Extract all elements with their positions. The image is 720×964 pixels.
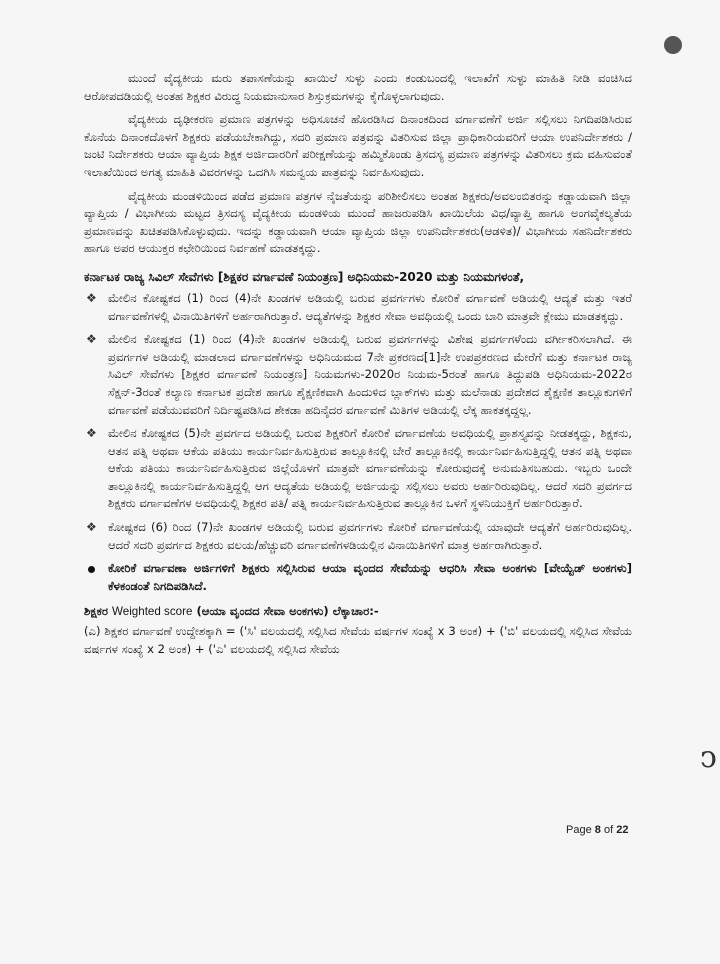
weighted-score-suffix: (ಆಯಾ ವೃಂದದ ಸೇವಾ ಅಂಕಗಳು) ಲೆಕ್ಕಾಚಾರ:- — [196, 604, 379, 619]
list-item — [84, 290, 632, 325]
total-pages: 22 — [616, 824, 629, 836]
diamond-bullet-icon: ❖ — [86, 332, 97, 347]
section-heading: ಕರ್ನಾಟಕ ರಾಜ್ಯ ಸಿವಿಲ್ ಸೇವೆಗಳು [ಶಿಕ್ಷಕರ ವರ್ಗಾವಣೆ ನಿಯಂತ್ರಣ] ಅಧಿನಿಯಮ-2020 ಮತ್ತು ನಿಯಮಗಳಂತೆ, — [84, 269, 525, 284]
list-item-text: ಮೇಲಿನ ಕೋಷ್ಟಕದ (1) ರಿಂದ (4)ನೇ ಖಂಡಗಳ ಅಡಿಯಲ್ಲಿ ಬರುವ ಪ್ರವರ್ಗಗಳು ಕೋರಿಕೆ ವರ್ಗಾವಣೆ ಅಡಿಯಲ್ಲಿ ಆದ್ಯತೆ ಮತ್ತು ಇತರೆ ವರ್ಗಾವಣೆಗಳಲ್ಲಿ ವಿನಾಯಿತಿಗಳಿಗೆ ಅರ್ಹರಾಗಿರುತ್ತಾರೆ. ಆದ್ಯತೆಗಳನ್ನು ಶಿಕ್ಷಕರ ಸೇವಾ ಅವಧಿಯಲ್ಲಿ ಒಂದು ಬಾರಿ ಮಾತ್ರವೇ ಕ್ಲೇಮು ಮಾಡತಕ್ಕದ್ದು. — [108, 290, 632, 323]
diamond-bullet-icon: ❖ — [86, 426, 97, 441]
list-item-text: ಕೋಷ್ಟಕದ (6) ರಿಂದ (7)ನೇ ಖಂಡಗಳ ಅಡಿಯಲ್ಲಿ ಬರುವ ಪ್ರವರ್ಗಗಳು ಕೋರಿಕೆ ವರ್ಗಾವಣೆಯಲ್ಲಿ ಯಾವುದೇ ಆದ್ಯತೆಗೆ ಅರ್ಹರಿರುವುದಿಲ್ಲ. ಆದರೆ ಸದರಿ ಪ್ರವರ್ಗದ ಶಿಕ್ಷಕರು ವಲಯ/ಹೆಚ್ಚುವರಿ ವರ್ಗಾವಣೆಗಳಡಿಯಲ್ಲಿನ ವಿನಾಯಿತಿಗಳಿಗೆ ಮಾತ್ರ ಅರ್ಹರಾಗಿರುತ್ತಾರೆ. — [108, 520, 632, 552]
of-label: of — [603, 824, 614, 836]
weighted-score-formula: (ಎ) ಶಿಕ್ಷಕರ ವರ್ಗಾವಣೆ ಉದ್ದೇಶಕ್ಕಾಗಿ = ('ಸಿ' ವಲಯದಲ್ಲಿ ಸಲ್ಲಿಸಿದ ಸೇವೆಯ ವರ್ಷಗಳ ಸಂಖ್ಯೆ x 3 ಅಂಕ) + ('ಬಿ' ವಲಯದಲ್ಲಿ ಸಲ್ಲಿಸಿದ ಸೇವೆಯ ವರ್ಷಗಳ ಸಂಖ್ಯೆ x 2 ಅಂಕ) + ('ಎ' ವಲಯದಲ್ಲಿ ಸಲ್ಲಿಸಿದ ಸೇವೆಯ — [84, 624, 632, 656]
round-bullet-icon — [88, 566, 95, 573]
list-item — [84, 560, 632, 595]
list-item — [84, 331, 632, 419]
weighted-marks-list — [84, 560, 632, 595]
diamond-bullet-icon: ❖ — [86, 520, 97, 535]
paragraph-medical-recheck: ಮುಂದೆ ವೈದ್ಯಕೀಯ ಮರು ತಪಾಸಣೆಯನ್ನು ಖಾಯಿಲೆ ಸುಳ್ಳು ಎಂದು ಕಂಡುಬಂದಲ್ಲಿ ಇಲಾಖೆಗೆ ಸುಳ್ಳು ಮಾಹಿತಿ ನೀಡಿ ವಂಚಿಸಿದ ಆರೋಪದಡಿಯಲ್ಲಿ ಅಂತಹ ಶಿಕ್ಷಕರ ವಿರುದ್ಧ ನಿಯಮಾನುಸಾರ ಶಿಸ್ತುಕ್ರಮಗಳನ್ನು ಕೈಗೊಳ್ಳಲಾಗುವುದು. — [84, 71, 632, 103]
paragraph-medical-board: ವೈದ್ಯಕೀಯ ಮಂಡಳಿಯಿಂದ ಪಡೆದ ಪ್ರಮಾಣ ಪತ್ರಗಳ ನೈಜತೆಯನ್ನು ಪರಿಶೀಲಿಸಲು ಅಂತಹ ಶಿಕ್ಷಕರು/ಅವಲಂಬಿತರನ್ನು ಕಡ್ಡಾಯವಾಗಿ ಜಿಲ್ಲಾ ವ್ಯಾಪ್ತಿಯ / ವಿಭಾಗೀಯ ಮಟ್ಟದ ತ್ರಿಸದಸ್ಯ ವೈದ್ಯಕೀಯ ಮಂಡಳಿಯ ಮುಂದೆ ಹಾಜರುಪಡಿಸಿ ಖಾಯಿಲೆಯ ವಿಧ/ವ್ಯಾಪ್ತಿ ಹಾಗೂ ಅಂಗವೈಕಲ್ಯತೆಯ ಪ್ರಮಾಣವನ್ನು ಖಚಿತಪಡಿಸಿಕೊಳ್ಳುವುದು. ಇದನ್ನು ಕಡ್ಡಾಯವಾಗಿ ಆಯಾ ವ್ಯಾಪ್ತಿಯ ಜಿಲ್ಲಾ ಉಪನಿರ್ದೇಶಕರು(ಆಡಳಿತ)/ ವಿಭಾಗೀಯ ಸಹನಿರ್ದೇಶಕರು ಹಾಗೂ ಅಪರ ಆಯುಕ್ತರ ಕಛೇರಿಯಿಂದ ನಿರ್ವಹಣೆ ಮಾಡತಕ್ಕದ್ದು. — [84, 188, 632, 256]
rules-list — [84, 290, 632, 554]
list-item — [84, 519, 632, 554]
weighted-score-heading — [84, 603, 632, 621]
diamond-bullet-icon: ❖ — [86, 290, 97, 305]
page-body — [84, 70, 632, 658]
list-item — [84, 425, 632, 513]
margin-pen-mark: ↄ — [700, 740, 717, 775]
list-item-text: ಮೇಲಿನ ಕೋಷ್ಟಕದ (1) ರಿಂದ (4)ನೇ ಖಂಡಗಳ ಅಡಿಯಲ್ಲಿ ಬರುವ ಪ್ರವರ್ಗಗಳನ್ನು ವಿಶೇಷ ಪ್ರವರ್ಗಗಳೆಂದು ವರ್ಗೀಕರಿಸಲಾಗಿದೆ. ಈ ಪ್ರವರ್ಗಗಳ ಅಡಿಯಲ್ಲಿ ಮಾಡಲಾದ ವರ್ಗಾವಣೆಗಳನ್ನು ಅಧಿನಿಯಮದ 7ನೇ ಪ್ರಕರಣದ[1]ನೇ ಉಪಪ್ರಕರಣದ ಮೇರೆಗೆ ಮತ್ತು ಕರ್ನಾಟಕ ರಾಜ್ಯ ಸಿವಿಲ್ ಸೇವೆಗಳು [ಶಿಕ್ಷಕರ ವರ್ಗಾವಣೆ ನಿಯಂತ್ರಣ] ನಿಯಮಗಳು-2020ರ ನಿಯಮ-5ರಂತೆ ಹಾಗೂ ತಿದ್ದುಪಡಿ ಅಧಿನಿಯಮ-2022ರ ಸೆಕ್ಷನ್-3ರಂತೆ ಕಲ್ಯಾಣ ಕರ್ನಾಟಕ ಪ್ರದೇಶ ಹಾಗೂ ಶೈಕ್ಷಣಿಕವಾಗಿ ಹಿಂದುಳಿದ ಬ್ಲಾಕ್‌ಗಳು ಮತ್ತು ಮಲೆನಾಡು ಪ್ರದೇಶದ ಶೈಕ್ಷಣಿಕ ತಾಲ್ಲೂಕುಗಳಿಗೆ ವರ್ಗಾವಣೆ ಪಡೆಯುವವರಿಗೆ ನಿರ್ದಿಷ್ಟಪಡಿಸಿದ ಶೇಕಡಾ ಹದಿನೈದರ ವರ್ಗಾವಣೆ ಮಿತಿಗಳ ಅಡಿಯಲ್ಲಿ ಲೆಕ್ಕ ಹಾಕತಕ್ಕದ್ದಲ್ಲ. — [108, 332, 632, 417]
page-footer — [566, 824, 628, 836]
weighted-score-label: Weighted score — [112, 605, 193, 619]
page-label: Page — [566, 824, 592, 836]
list-item-text: ಮೇಲಿನ ಕೋಷ್ಟಕದ (5)ನೇ ಪ್ರವರ್ಗದ ಅಡಿಯಲ್ಲಿ ಬರುವ ಶಿಕ್ಷಕರಿಗೆ ಕೋರಿಕೆ ವರ್ಗಾವಣೆಯ ಅವಧಿಯಲ್ಲಿ ಪ್ರಾಶಸ್ತ್ಯವನ್ನು ನೀಡತಕ್ಕದ್ದು, ಶಿಕ್ಷಕನು, ಆತನ ಪತ್ನಿ ಅಥವಾ ಆಕೆಯ ಪತಿಯು ಕಾರ್ಯನಿರ್ವಹಿಸುತ್ತಿರುವ ತಾಲ್ಲೂಕಿನಲ್ಲಿ ಬೇರೆ ತಾಲ್ಲೂಕಿನಲ್ಲಿ ಕಾರ್ಯನಿರ್ವಹಿಸುತ್ತಿದ್ದಲ್ಲಿ ಆತನ ಪತ್ನಿ ಅಥವಾ ಆಕೆಯ ಪತಿಯು ಕಾರ್ಯನಿರ್ವಹಿಸುತ್ತಿರುವ ಜಿಲ್ಲೆಯೊಳಗೆ ಮಾತ್ರವೇ ವರ್ಗಾವಣೆಯನ್ನು ಕೋರುವುದಕ್ಕೆ ಅನುಮತಿಸಬಹುದು. ಇಬ್ಬರು ಒಂದೇ ತಾಲ್ಲೂಕಿನಲ್ಲಿ ಕಾರ್ಯನಿರ್ವಹಿಸುತ್ತಿದ್ದಲ್ಲಿ ಆಗ ಆದ್ಯತೆಯ ಅಡಿಯಲ್ಲಿ ಅರ್ಜಿಯನ್ನು ಸಲ್ಲಿಸಲು ಅವರು ಅರ್ಹರಿರುವುದಿಲ್ಲ. ಆದರೆ ಸದರಿ ಪ್ರವರ್ಗದ ಶಿಕ್ಷಕರು ವರ್ಗಾವಣೆಗಳ ಅವಧಿಯಲ್ಲಿ ಶಿಕ್ಷಕರ ಪತಿ/ ಪತ್ನಿ ಕಾರ್ಯನಿರ್ವಹಿಸುತ್ತಿರುವ ತಾಲ್ಲೂಕಿನ ಒಳಗೆ ಸ್ಥಳನಿಯುಕ್ತಿಗೆ ಅರ್ಹರಿರುತ್ತಾರೆ. — [108, 426, 632, 511]
weighted-score-prefix: ಶಿಕ್ಷಕರ — [84, 604, 108, 619]
list-item-text: ಕೋರಿಕೆ ವರ್ಗಾವಣಾ ಅರ್ಜಿಗಳಿಗೆ ಶಿಕ್ಷಕರು ಸಲ್ಲಿಸಿರುವ ಆಯಾ ವೃಂದದ ಸೇವೆಯನ್ನು ಆಧರಿಸಿ ಸೇವಾ ಅಂಕಗಳು [ವೇಯ್ಟೆಡ್ ಅಂಕಗಳು] ಕೆಳಕಂಡಂತೆ ನಿಗದಿಪಡಿಸಿದೆ. — [108, 561, 632, 593]
punch-hole-mark — [664, 36, 682, 54]
paragraph-medical-certificates: ವೈದ್ಯಕೀಯ ದೃಢೀಕರಣ ಪ್ರಮಾಣ ಪತ್ರಗಳನ್ನು ಅಧಿಸೂಚನೆ ಹೊರಡಿಸಿದ ದಿನಾಂಕದಿಂದ ವರ್ಗಾವಣೆಗೆ ಅರ್ಜಿ ಸಲ್ಲಿಸಲು ನಿಗದಿಪಡಿಸಿರುವ ಕೊನೆಯ ದಿನಾಂಕದೊಳಗೆ ಶಿಕ್ಷಕರು ಪಡೆಯಬೇಕಾಗಿದ್ದು, ಸದರಿ ಪ್ರಮಾಣ ಪತ್ರವನ್ನು ವಿತರಿಸುವ ಜಿಲ್ಲಾ ಪ್ರಾಧಿಕಾರಿಯವರಿಗೆ ಆಯಾ ಉಪನಿರ್ದೇಶಕರು /ಜಂಟಿ ನಿರ್ದೇಶಕರು ಆಯಾ ವ್ಯಾಪ್ತಿಯ ಶಿಕ್ಷಕ ಅರ್ಜಿದಾರರಿಗೆ ಪರೀಕ್ಷಣೆಯನ್ನು ಹಮ್ಮಿಕೊಂಡು ತ್ರಿಸದಸ್ಯ ಪ್ರಮಾಣ ಪತ್ರಗಳನ್ನು ವಿತರಿಸಲು ಕ್ರಮ ವಹಿಸುವಂತೆ ಇಲಾಖೆಯಿಂದ ಅಗತ್ಯ ಮಾಹಿತಿ ವಿವರಗಳನ್ನು ಒದಗಿಸಿ ಸಮನ್ವಯ ಪಾತ್ರವನ್ನು ನಿರ್ವಹಿಸುವುದು. — [84, 112, 632, 179]
page-number: 8 — [594, 824, 601, 836]
